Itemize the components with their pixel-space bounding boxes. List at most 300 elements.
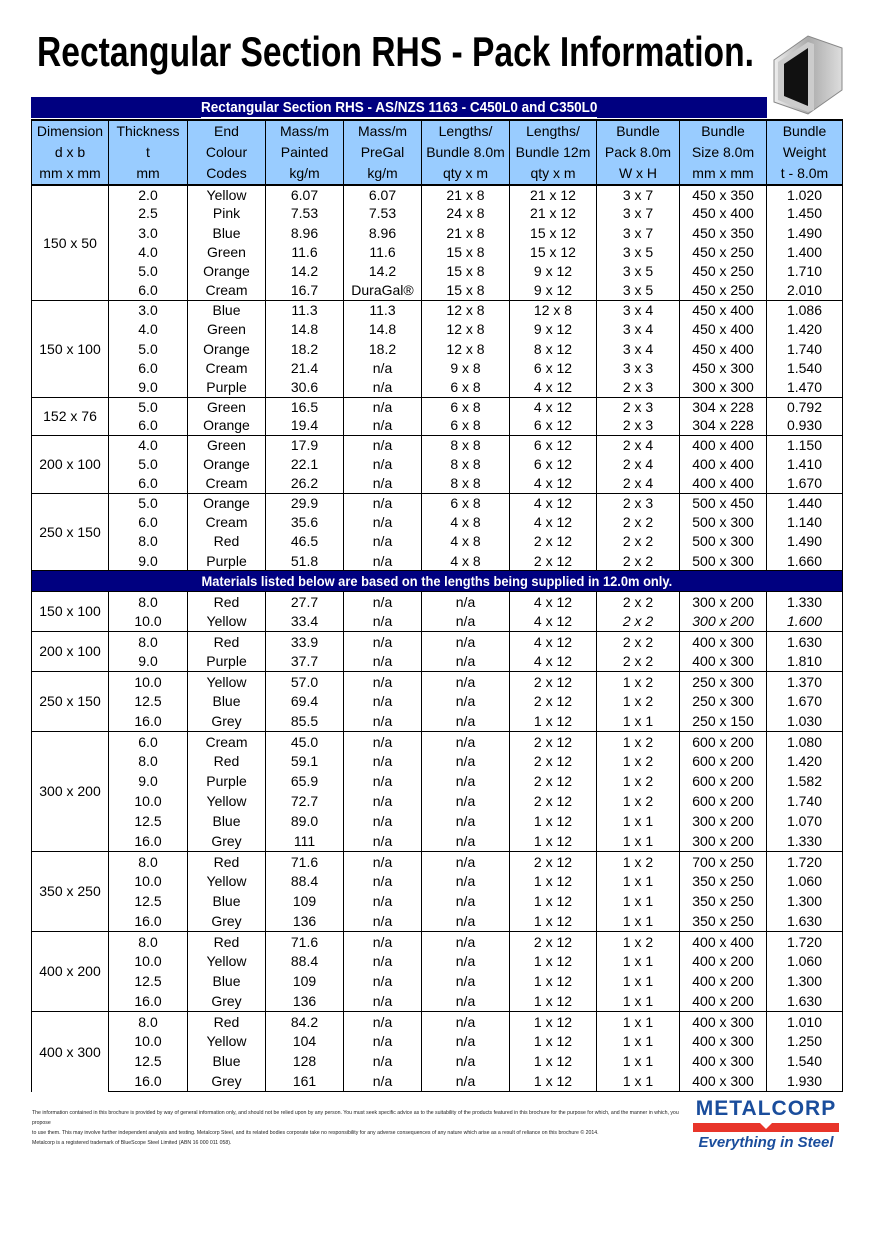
table-cell: 2 x 2 [597,632,680,652]
table-title: Rectangular Section RHS - AS/NZS 1163 - C450L0 and C350L0 [200,99,598,116]
table-cell: 1.420 [767,320,843,339]
table-cell: 85.5 [266,712,344,732]
table-row [32,672,843,692]
table-cell: 21 x 8 [422,185,510,204]
table-cell: 2 x 4 [597,455,680,474]
table-cell: 18.2 [344,339,422,358]
table-cell: 9 x 8 [422,359,510,378]
table-cell: 400 x 300 [680,1012,767,1032]
column-header: d x b [32,142,109,163]
table-cell: Purple [188,772,266,792]
table-row [32,494,843,513]
table-cell: 109 [266,892,344,912]
table-cell: 1 x 1 [597,812,680,832]
table-cell: 17.9 [266,436,344,455]
table-cell: 88.4 [266,952,344,972]
table-cell: 1.740 [767,792,843,812]
table-row [32,752,843,772]
table-cell: 1 x 12 [510,872,597,892]
table-cell: 9.0 [109,378,188,397]
table-cell: Yellow [188,672,266,692]
table-cell: 1 x 1 [597,1032,680,1052]
header-row [32,163,843,185]
logo-tagline: Everything in Steel [698,1134,834,1151]
table-cell: 72.7 [266,792,344,812]
table-cell: 4 x 8 [422,532,510,551]
table-cell: 400 x 300 [680,632,767,652]
table-row [32,224,843,243]
table-cell: 1.140 [767,513,843,532]
table-cell: n/a [422,592,510,612]
table-cell: 9 x 12 [510,262,597,281]
table-cell: n/a [344,932,422,952]
table-cell: 2 x 3 [597,417,680,436]
table-cell: Yellow [188,1032,266,1052]
table-cell: 700 x 250 [680,852,767,872]
table-cell: 500 x 300 [680,513,767,532]
table-cell: 3 x 7 [597,204,680,223]
table-cell: n/a [422,1052,510,1072]
table-cell: 2 x 3 [597,494,680,513]
table-cell: 600 x 200 [680,752,767,772]
column-header: Lengths/ [510,120,597,142]
table-cell: 12 x 8 [510,301,597,320]
table-row [32,262,843,281]
table-cell: 400 x 300 [680,652,767,672]
table-cell: 2 x 2 [597,532,680,551]
dimension-cell: 300 x 200 [32,732,109,852]
table-cell: 2 x 2 [597,612,680,632]
table-row [32,732,843,752]
table-cell: Cream [188,513,266,532]
table-cell: n/a [422,1072,510,1092]
table-cell: 7.53 [344,204,422,223]
table-cell: 250 x 150 [680,712,767,732]
table-cell: 161 [266,1072,344,1092]
table-cell: 22.1 [266,455,344,474]
table-cell: 9 x 12 [510,281,597,300]
table-cell: 12 x 8 [422,301,510,320]
table-header [32,120,843,185]
table-cell: n/a [344,632,422,652]
table-cell: 89.0 [266,812,344,832]
table-cell: 4 x 12 [510,632,597,652]
table-row [32,632,843,652]
table-row [32,892,843,912]
table-cell: 450 x 400 [680,339,767,358]
table-cell: 1.440 [767,494,843,513]
table-cell: 16.0 [109,832,188,852]
rhs-tube-image [768,30,844,118]
column-header: Mass/m [344,120,422,142]
section-note-row [32,571,843,592]
table-cell: Red [188,852,266,872]
table-cell: 1 x 1 [597,1052,680,1072]
table-row [32,397,843,416]
table-cell: 4 x 12 [510,474,597,493]
table-cell: 10.0 [109,792,188,812]
table-cell: 0.792 [767,397,843,416]
table-cell: 14.8 [344,320,422,339]
table-cell: Cream [188,281,266,300]
table-cell: 1.060 [767,952,843,972]
table-cell: 450 x 250 [680,243,767,262]
table-cell: 2 x 3 [597,378,680,397]
table-cell: 3.0 [109,224,188,243]
table-cell: 2.0 [109,185,188,204]
table-cell: n/a [422,1012,510,1032]
dimension-cell: 150 x 50 [32,185,109,301]
header-row [32,120,843,142]
table-cell: Green [188,320,266,339]
table-cell: Grey [188,832,266,852]
table-cell: Cream [188,732,266,752]
table-cell: n/a [422,692,510,712]
table-cell: Blue [188,301,266,320]
column-header: mm x mm [32,163,109,185]
table-cell: 21.4 [266,359,344,378]
table-row [32,812,843,832]
table-cell: 1 x 12 [510,1032,597,1052]
table-cell: Blue [188,892,266,912]
column-header: Painted [266,142,344,163]
table-cell: 9.0 [109,772,188,792]
table-row [32,474,843,493]
table-cell: 136 [266,912,344,932]
table-cell: 4 x 12 [510,397,597,416]
table-cell: DuraGal® [344,281,422,300]
table-title-band [31,97,767,118]
table-cell: n/a [344,1072,422,1092]
table-cell: 12.5 [109,892,188,912]
table-cell: Orange [188,455,266,474]
table-cell: 400 x 200 [680,972,767,992]
column-header: qty x m [510,163,597,185]
column-header: Lengths/ [422,120,510,142]
section-note [32,571,843,592]
table-cell: 2 x 12 [510,732,597,752]
table-row [32,359,843,378]
table-cell: 1 x 12 [510,992,597,1012]
dimension-cell: 400 x 300 [32,1012,109,1092]
dimension-cell: 200 x 100 [32,632,109,672]
table-cell: 2 x 12 [510,552,597,571]
table-cell: n/a [344,772,422,792]
table-cell: Orange [188,417,266,436]
table-cell: 5.0 [109,455,188,474]
table-cell: 4.0 [109,243,188,262]
table-cell: 3 x 4 [597,301,680,320]
table-cell: 46.5 [266,532,344,551]
table-cell: Grey [188,712,266,732]
table-cell: 1.086 [767,301,843,320]
table-cell: n/a [344,992,422,1012]
table-cell: 6.0 [109,513,188,532]
table-cell: Orange [188,494,266,513]
table-cell: 4.0 [109,320,188,339]
table-cell: Blue [188,1052,266,1072]
table-cell: n/a [344,952,422,972]
table-cell: n/a [344,513,422,532]
page-title: Rectangular Section RHS - Pack Information. [37,28,754,75]
table-cell: 6 x 12 [510,359,597,378]
table-cell: 1.450 [767,204,843,223]
table-cell: Blue [188,812,266,832]
dimension-cell: 250 x 150 [32,494,109,571]
table-cell: 2 x 12 [510,692,597,712]
table-cell: Purple [188,652,266,672]
table-cell: 304 x 228 [680,417,767,436]
table-cell: 1.410 [767,455,843,474]
table-cell: 1.630 [767,992,843,1012]
table-cell: 1 x 1 [597,872,680,892]
table-row [32,301,843,320]
disclaimer-line: to use them. This may involve further independent analysis and testing. Metalcorp Steel, and its related bodies corporate take no responsibility for any adverse consequences of any nature which arise as a result of reliance on this brochure © 2014. [32,1130,599,1136]
table-cell: 16.0 [109,1072,188,1092]
table-cell: Red [188,752,266,772]
table-cell: 8 x 8 [422,436,510,455]
table-cell: 600 x 200 [680,732,767,752]
table-cell: 4 x 12 [510,494,597,513]
table-cell: 350 x 250 [680,892,767,912]
table-cell: 1 x 12 [510,1052,597,1072]
table-cell: 6 x 8 [422,378,510,397]
column-header: kg/m [266,163,344,185]
table-cell: 12.5 [109,692,188,712]
table-cell: 0.930 [767,417,843,436]
table-cell: Pink [188,204,266,223]
table-row [32,1012,843,1032]
table-cell: 6.07 [344,185,422,204]
table-cell: 304 x 228 [680,397,767,416]
table-cell: 6 x 12 [510,417,597,436]
logo-name: METALCORP [695,1097,837,1120]
column-header: Thickness [109,120,188,142]
table-cell: Yellow [188,612,266,632]
table-cell: n/a [344,972,422,992]
table-row [32,243,843,262]
table-cell: 400 x 200 [680,952,767,972]
table-row [32,552,843,571]
table-cell: 21 x 12 [510,185,597,204]
table-cell: 600 x 200 [680,792,767,812]
table-cell: Grey [188,1072,266,1092]
table-cell: n/a [344,494,422,513]
table-cell: 45.0 [266,732,344,752]
table-cell: n/a [422,832,510,852]
table-cell: Red [188,532,266,551]
table-cell: Red [188,932,266,952]
table-cell: 10.0 [109,612,188,632]
table-cell: Orange [188,262,266,281]
table-cell: 11.3 [344,301,422,320]
table-cell: 2 x 3 [597,397,680,416]
dimension-cell: 150 x 100 [32,301,109,397]
table-cell: 4.0 [109,436,188,455]
table-cell: 1.330 [767,832,843,852]
table-cell: 1.300 [767,972,843,992]
table-cell: 6 x 8 [422,397,510,416]
table-cell: 4 x 12 [510,652,597,672]
table-cell: n/a [422,772,510,792]
table-cell: 1.300 [767,892,843,912]
table-cell: 450 x 250 [680,262,767,281]
table-cell: 8.0 [109,752,188,772]
table-cell: n/a [344,378,422,397]
table-cell: 21 x 12 [510,204,597,223]
table-cell: Grey [188,912,266,932]
table-cell: 350 x 250 [680,872,767,892]
table-cell: 1.470 [767,378,843,397]
table-cell: 400 x 400 [680,932,767,952]
table-cell: 4 x 8 [422,513,510,532]
column-header: PreGal [344,142,422,163]
table-cell: n/a [422,952,510,972]
table-row [32,185,843,204]
table-row [32,204,843,223]
table-cell: Blue [188,692,266,712]
table-cell: 1.060 [767,872,843,892]
table-cell: n/a [344,1012,422,1032]
table-cell: 1.400 [767,243,843,262]
dimension-cell: 152 x 76 [32,397,109,436]
table-cell: 300 x 200 [680,832,767,852]
table-cell: n/a [422,992,510,1012]
table-cell: 8 x 12 [510,339,597,358]
table-cell: 1 x 1 [597,892,680,912]
table-cell: n/a [422,912,510,932]
column-header: kg/m [344,163,422,185]
table-cell: Red [188,632,266,652]
table-cell: n/a [422,792,510,812]
table-cell: n/a [422,632,510,652]
table-cell: Blue [188,224,266,243]
table-cell: n/a [344,436,422,455]
table-cell: 300 x 200 [680,812,767,832]
table-cell: 1.740 [767,339,843,358]
table-cell: 2 x 12 [510,772,597,792]
table-cell: 11.6 [266,243,344,262]
table-row [32,712,843,732]
table-cell: n/a [422,732,510,752]
table-cell: 57.0 [266,672,344,692]
metalcorp-logo [690,1097,842,1151]
table-row [32,455,843,474]
table-cell: 1 x 2 [597,932,680,952]
table-cell: 1 x 1 [597,912,680,932]
table-cell: 10.0 [109,872,188,892]
column-header: mm [109,163,188,185]
table-row [32,281,843,300]
table-cell: Blue [188,972,266,992]
table-cell: 1 x 2 [597,792,680,812]
table-cell: 1.720 [767,852,843,872]
table-cell: 600 x 200 [680,772,767,792]
table-cell: 1.630 [767,632,843,652]
disclaimer-line: The information contained in this brochure is provided by way of general information only, and should not be relied upon by any person. You must seek specific advice as to the suitability of the products featured in this brochure for the purpose for which, and the manner in which, you propose [32,1110,679,1126]
table-cell: n/a [344,912,422,932]
table-cell: 4 x 12 [510,378,597,397]
table-cell: 400 x 200 [680,992,767,1012]
table-cell: 1.370 [767,672,843,692]
table-row [32,417,843,436]
table-cell: 1 x 12 [510,892,597,912]
table-row [32,652,843,672]
table-cell: 1.670 [767,692,843,712]
table-cell: 1.150 [767,436,843,455]
table-cell: n/a [344,532,422,551]
table-row [32,1032,843,1052]
dimension-cell: 250 x 150 [32,672,109,732]
table-cell: n/a [344,1032,422,1052]
table-cell: 9 x 12 [510,320,597,339]
table-cell: 14.8 [266,320,344,339]
table-cell: 1.020 [767,185,843,204]
table-cell: Purple [188,378,266,397]
table-cell: n/a [422,1032,510,1052]
table-cell: 1 x 2 [597,672,680,692]
table-cell: 2.010 [767,281,843,300]
table-cell: 1 x 1 [597,712,680,732]
table-cell: 12 x 8 [422,339,510,358]
table-cell: 1 x 1 [597,972,680,992]
table-cell: 15 x 8 [422,281,510,300]
table-cell: 15 x 8 [422,243,510,262]
table-cell: Yellow [188,952,266,972]
table-cell: 16.0 [109,712,188,732]
table-cell: n/a [422,712,510,732]
table-cell: 104 [266,1032,344,1052]
table-cell: 111 [266,832,344,852]
table-cell: 1 x 12 [510,912,597,932]
table-cell: n/a [344,812,422,832]
table-cell: 2.5 [109,204,188,223]
table-row [32,320,843,339]
column-header: Codes [188,163,266,185]
table-cell: Cream [188,359,266,378]
table-cell: 8.0 [109,592,188,612]
table-row [32,436,843,455]
table-cell: 5.0 [109,397,188,416]
table-row [32,592,843,612]
table-cell: 1.070 [767,812,843,832]
table-cell: 1.010 [767,1012,843,1032]
table-cell: 1 x 12 [510,832,597,852]
table-cell: 8 x 8 [422,474,510,493]
table-cell: 3 x 7 [597,224,680,243]
table-cell: 51.8 [266,552,344,571]
table-cell: 12.5 [109,812,188,832]
table-cell: 11.6 [344,243,422,262]
table-cell: 33.9 [266,632,344,652]
column-header: Bundle [597,120,680,142]
table-cell: 450 x 250 [680,281,767,300]
table-cell: 1.030 [767,712,843,732]
table-cell: n/a [422,932,510,952]
table-cell: 450 x 400 [680,204,767,223]
table-cell: n/a [344,692,422,712]
table-cell: 1 x 12 [510,712,597,732]
table-row [32,513,843,532]
table-cell: 2 x 2 [597,592,680,612]
table-cell: 250 x 300 [680,692,767,712]
table-cell: 1 x 2 [597,732,680,752]
table-cell: n/a [422,852,510,872]
table-cell: 8 x 8 [422,455,510,474]
table-cell: 1 x 2 [597,852,680,872]
table-cell: 350 x 250 [680,912,767,932]
table-cell: n/a [344,612,422,632]
